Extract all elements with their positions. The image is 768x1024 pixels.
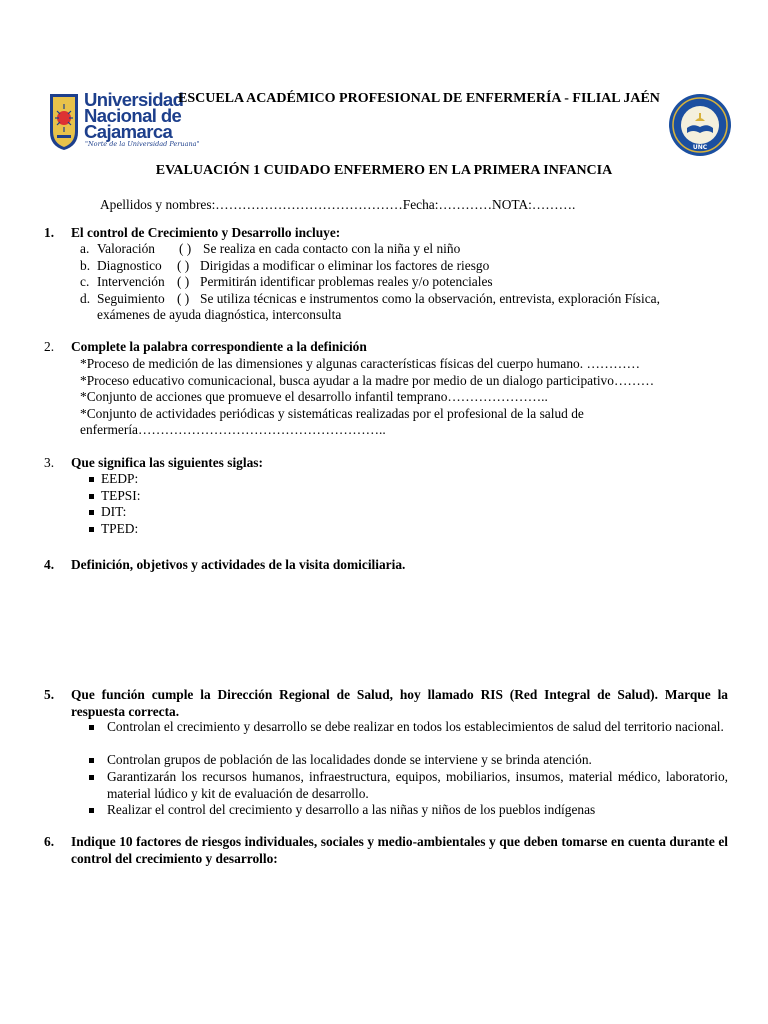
question-title-text: Que función cumple la Dirección Regional de Salud, hoy llamado RIS (Red Integral de Salud). Marque la respuesta correcta. (71, 687, 728, 719)
bullet-icon (89, 758, 94, 763)
option-label: Diagnostico (97, 258, 162, 273)
question-number: 3. (44, 455, 55, 470)
logo-line: Universidad (84, 89, 184, 110)
option-marker: d. (80, 291, 91, 306)
question-number: 2. (44, 339, 55, 354)
question-title: El control de Crecimiento y Desarrollo incluye: (71, 225, 341, 240)
seal-label: UNC (692, 144, 708, 151)
option-label: Seguimiento (97, 291, 165, 306)
question-title (71, 687, 728, 720)
option-marker: c. (80, 274, 90, 289)
question-title (71, 834, 728, 867)
bullet-icon (89, 725, 94, 730)
option-item: Realizar el control del crecimiento y desarrollo a las niñas y niños de los pueblos indígenas (107, 802, 596, 817)
option-item: Garantizarán los recursos humanos, infraestructura, equipos, mobiliarios, insumos, material médico, laboratorio, material lúdico y kit de evaluación de desarrollo. (107, 769, 728, 801)
acronym-item: DIT: (101, 504, 127, 519)
logo-line: Nacional de (84, 105, 182, 126)
definition-line: *Conjunto de actividades periódicas y sistemáticas realizadas por el profesional de la salud de (80, 406, 584, 421)
school-title: ESCUELA ACADÉMICO PROFESIONAL DE ENFERMERÍA - FILIAL JAÉN (178, 91, 660, 106)
question-title: Definición, objetivos y actividades de la visita domiciliaria. (71, 557, 406, 572)
question-title: Que significa las siguientes siglas: (71, 455, 263, 470)
logo-line: Cajamarca (84, 121, 173, 142)
bullet-icon (89, 527, 94, 532)
definition-line: *Proceso de medición de las dimensiones y algunas características físicas del cuerpo humano. ………… (80, 356, 641, 371)
definition-line: enfermería……………………………………………….. (80, 422, 386, 437)
option-label: Valoración (97, 241, 156, 256)
university-motto: "Norte de la Universidad Peruana" (85, 140, 200, 148)
option-answer-box: ( ) (177, 258, 190, 273)
question-number: 5. (44, 687, 55, 702)
acronym-item: EEDP: (101, 471, 139, 486)
option-label: Intervención (97, 274, 165, 289)
option-text: Se utiliza técnicas e instrumentos como la observación, entrevista, exploración Física, (200, 291, 660, 306)
bullet-icon (89, 775, 94, 780)
question-title: Complete la palabra correspondiente a la definición (71, 339, 367, 354)
option-answer-box: ( ) (177, 274, 190, 289)
option-marker: a. (80, 241, 90, 256)
question-title-text: Indique 10 factores de riesgos individuales, sociales y medio-ambientales y que deben tomarse en cuenta durante el control del crecimiento y desarrollo: (71, 834, 728, 866)
definition-line: *Proceso educativo comunicacional, busca ayudar a la madre por medio de un dialogo participativo……… (80, 373, 655, 388)
acronym-item: TEPSI: (101, 488, 141, 503)
bullet-icon (89, 494, 94, 499)
option-item: Controlan el crecimiento y desarrollo se debe realizar en todos los establecimientos de salud del territorio nacional. (107, 719, 724, 734)
bullet-icon (89, 477, 94, 482)
option-text: Permitirán identificar problemas reales y/o potenciales (200, 274, 493, 289)
option-answer-box: ( ) (177, 291, 190, 306)
evaluation-title: EVALUACIÓN 1 CUIDADO ENFERMERO EN LA PRIMERA INFANCIA (155, 163, 613, 178)
university-name (84, 89, 184, 142)
question-number: 1. (44, 225, 55, 240)
university-shield-icon (48, 92, 80, 152)
option-marker: b. (80, 258, 91, 273)
university-logo (48, 89, 200, 156)
option-answer-box: ( ) (179, 241, 192, 256)
acronym-item: TPED: (101, 521, 139, 536)
question-number: 4. (44, 557, 55, 572)
option-item: Controlan grupos de población de las localidades donde se interviene y se brinda atención. (107, 752, 592, 767)
question-number: 6. (44, 834, 55, 849)
option-text: Dirigidas a modificar o eliminar los factores de riesgo (200, 258, 490, 273)
bullet-icon (89, 510, 94, 515)
option-text-continued: exámenes de ayuda diagnóstica, interconsulta (97, 307, 342, 322)
student-name-line: Apellidos y nombres:……………………………………Fecha:…………NOTA:………. (100, 197, 576, 212)
option-text: Se realiza en cada contacto con la niña y el niño (203, 241, 461, 256)
bullet-icon (89, 808, 94, 813)
definition-line: *Conjunto de acciones que promueve el desarrollo infantil temprano………………….. (80, 389, 548, 404)
